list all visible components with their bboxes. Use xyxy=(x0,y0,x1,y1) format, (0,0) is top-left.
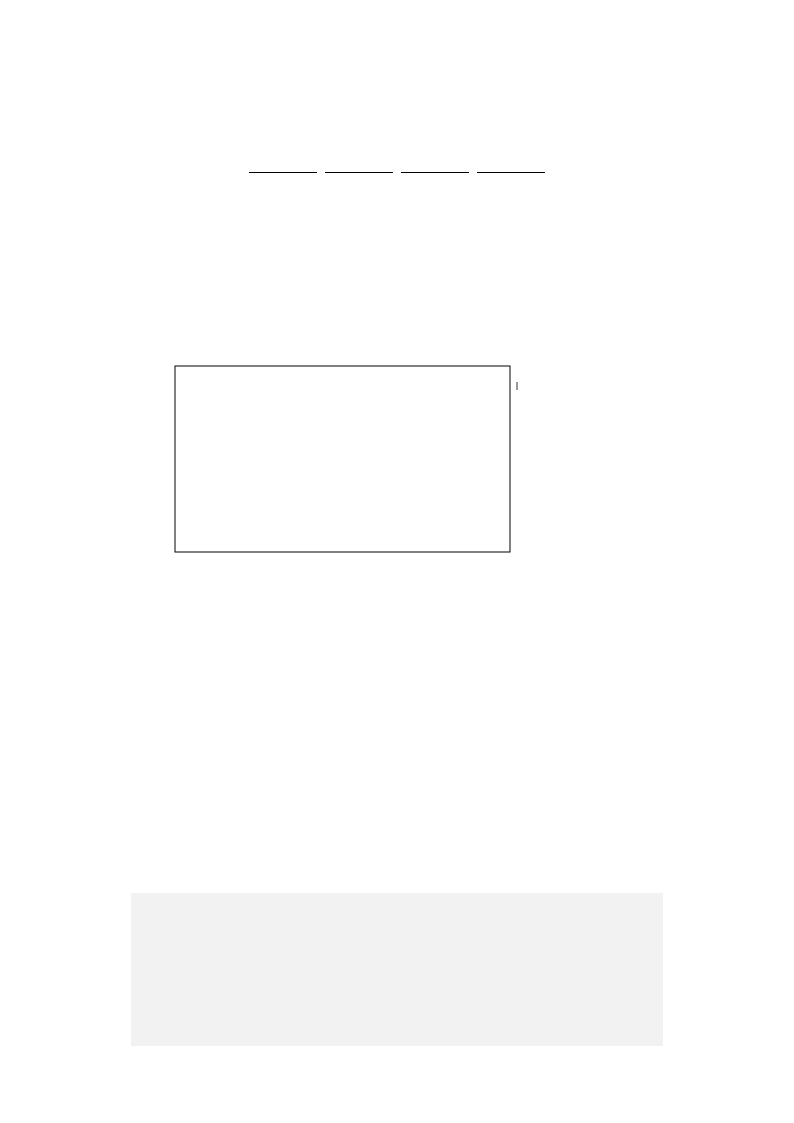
answer-panel xyxy=(131,893,663,1046)
student-info-line xyxy=(0,160,794,177)
class-blank[interactable] xyxy=(401,160,469,173)
wind-field-figure xyxy=(132,358,522,572)
plot-frame xyxy=(175,366,510,552)
exam-no-blank[interactable] xyxy=(477,160,545,173)
school-blank[interactable] xyxy=(249,160,317,173)
name-blank[interactable] xyxy=(325,160,393,173)
